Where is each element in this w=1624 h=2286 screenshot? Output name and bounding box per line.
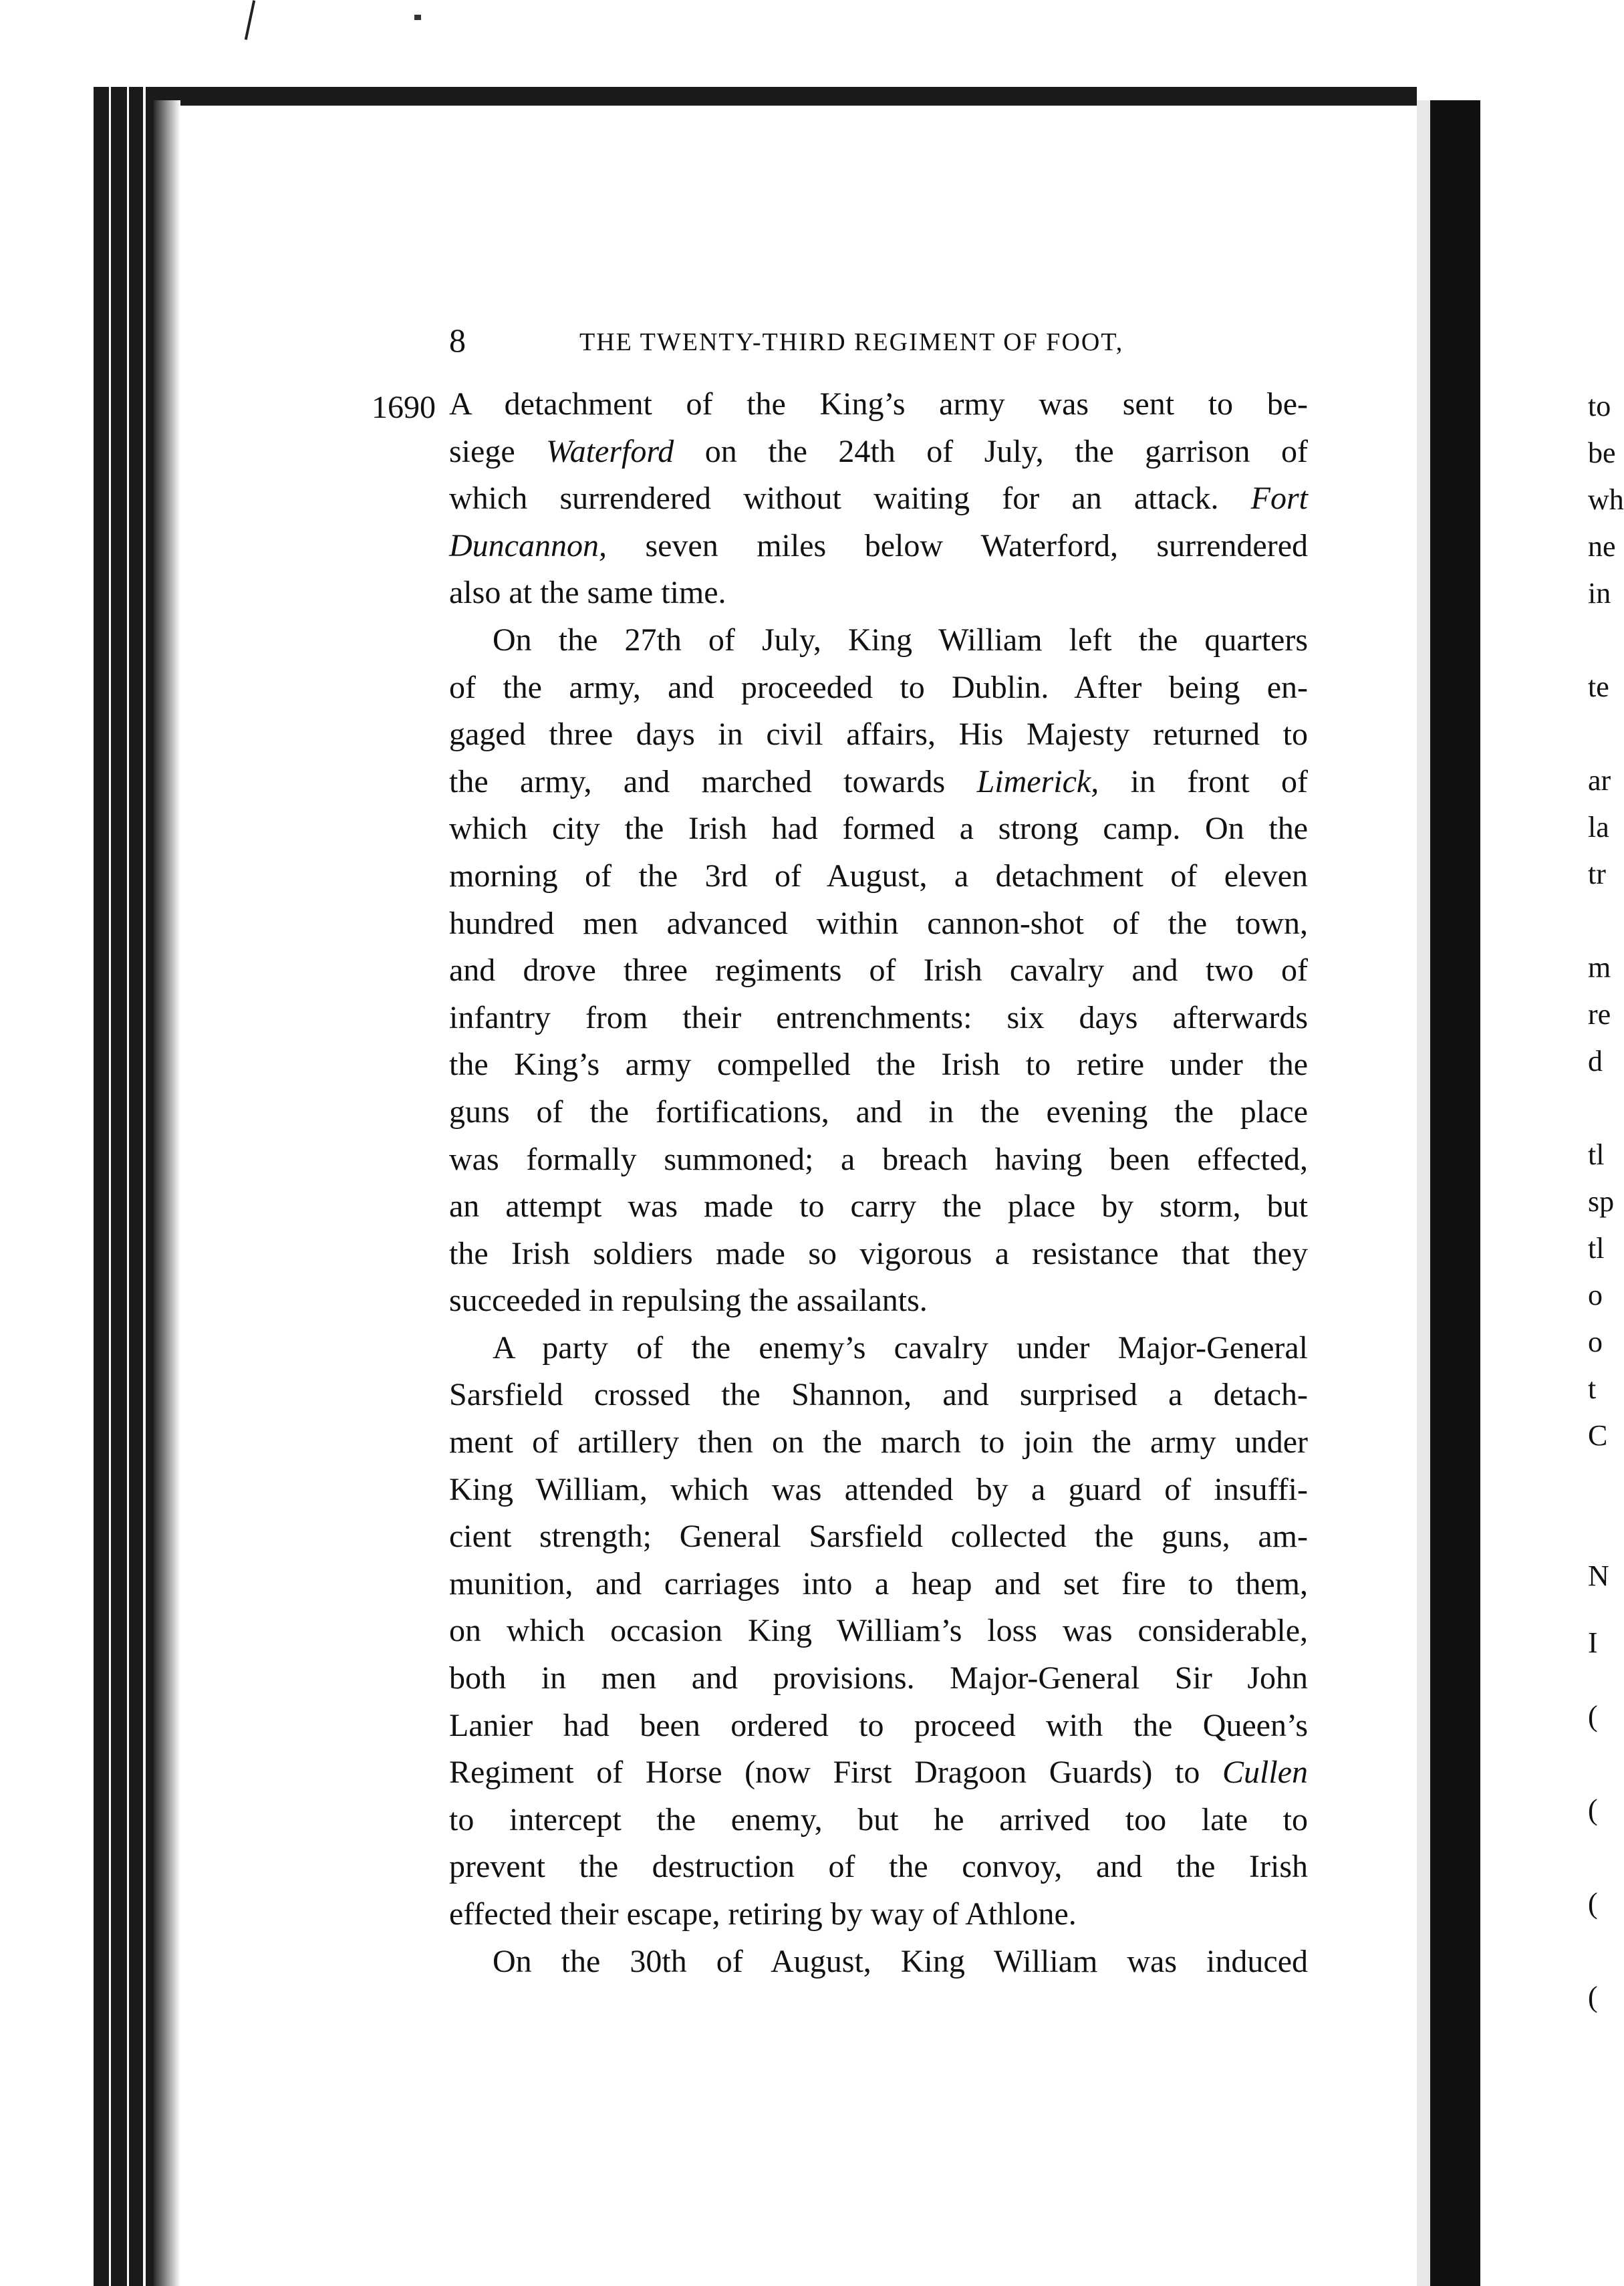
facing-page-fragment: ( — [1588, 1793, 1598, 1826]
text-line: an attempt was made to carry the place by storm, but — [449, 1188, 1308, 1225]
text-line: was formally summoned; a breach having been effected, — [449, 1141, 1308, 1177]
facing-page-fragment: la — [1588, 811, 1609, 844]
facing-page-fragment: C — [1588, 1419, 1608, 1452]
text-line: effected their escape, retiring by way of Athlone. — [449, 1896, 1077, 1932]
text-line: of the army, and proceeded to Dublin. After being en- — [449, 669, 1308, 705]
text-line: hundred men advanced within cannon-shot of the town, — [449, 905, 1308, 941]
paragraph — [449, 1938, 1308, 1986]
place-name: Limerick, — [976, 763, 1099, 799]
facing-page-fragment: ( — [1588, 1981, 1598, 2013]
text-line: Sarsfield crossed the Shannon, and surprised a detach- — [449, 1377, 1308, 1413]
facing-page-fragment: in — [1588, 577, 1611, 610]
facing-page-fragment: ( — [1588, 1887, 1598, 1920]
text-line: morning of the 3rd of August, a detachment of eleven — [449, 858, 1308, 894]
paragraph — [449, 1325, 1308, 1938]
text-line: munition, and carriages into a heap and set fire to them, — [449, 1565, 1308, 1602]
text-line: also at the same time. — [449, 575, 726, 611]
place-name: Duncannon, — [449, 527, 607, 563]
facing-page-fragment: tl — [1588, 1232, 1605, 1265]
paragraph — [449, 381, 1308, 617]
place-name: Waterford — [546, 433, 674, 469]
paragraph — [449, 617, 1308, 1325]
text-line: and drove three regiments of Irish cavalry and two of — [449, 952, 1308, 989]
margin-year: 1690 — [372, 390, 436, 425]
text-line: On the 27th of July, King William left the quarters — [493, 622, 1308, 658]
right-gutter-shadow — [1430, 100, 1480, 2286]
facing-page-fragment: sp — [1588, 1185, 1615, 1218]
facing-page-fragment: o — [1588, 1325, 1603, 1358]
text-line: King William, which was attended by a guard of insuffi- — [449, 1471, 1308, 1507]
facing-page-fragment: ar — [1588, 764, 1611, 797]
text-line: succeeded in repulsing the assailants. — [449, 1283, 928, 1319]
place-name: Cullen — [1222, 1755, 1308, 1791]
body-text — [449, 381, 1308, 1985]
text-line: ment of artillery then on the march to join the army under — [449, 1424, 1308, 1460]
page-edge-line — [109, 87, 111, 2286]
text-line: gaged three days in civil affairs, His Majesty returned to — [449, 717, 1308, 753]
text-line: Regiment of Horse (now First Dragoon Guards) to Cullen — [449, 1755, 1308, 1791]
page-header — [449, 321, 1305, 368]
text-line: on which occasion King William’s loss was considerable, — [449, 1613, 1308, 1649]
text-line: cient strength; General Sarsfield collected the guns, am- — [449, 1519, 1308, 1555]
running-head: THE TWENTY-THIRD REGIMENT OF FOOT, — [579, 328, 1124, 356]
text-line: guns of the fortifications, and in the evening the place — [449, 1094, 1308, 1130]
facing-page-fragment: N — [1588, 1559, 1609, 1592]
facing-page-fragment: d — [1588, 1045, 1603, 1077]
text-line: infantry from their entrenchments: six days afterwards — [449, 999, 1308, 1035]
text-line: On the 30th of August, King William was induced — [493, 1943, 1308, 1979]
facing-page-fragment: re — [1588, 998, 1611, 1031]
facing-page-fragment: wh — [1588, 483, 1624, 516]
text-line: the army, and marched towards Limerick, in front of — [449, 763, 1309, 799]
text-line: both in men and provisions. Major-General Sir John — [449, 1660, 1308, 1696]
facing-page-fragment: m — [1588, 951, 1611, 984]
scan-artifact — [414, 15, 421, 20]
text-line: A detachment of the King’s army was sent to be- — [449, 386, 1308, 422]
facing-page-fragment: be — [1588, 436, 1616, 469]
facing-page-fragment: t — [1588, 1372, 1597, 1405]
text-line: A party of the enemy’s cavalry under Major-General — [493, 1329, 1308, 1366]
facing-page-fragment: te — [1588, 670, 1609, 703]
text-line: which surrendered without waiting for an attack. Fort — [449, 481, 1308, 517]
facing-page-fragment: o — [1588, 1279, 1603, 1311]
text-line: which city the Irish had formed a strong camp. On the — [449, 811, 1308, 847]
page-edge-line — [127, 87, 129, 2286]
facing-page-fragment: I — [1588, 1626, 1598, 1659]
right-page-edge — [1417, 100, 1432, 2286]
page-number: 8 — [449, 322, 466, 359]
facing-page-fragment: ne — [1588, 530, 1616, 563]
text-line: the King’s army compelled the Irish to retire under the — [449, 1047, 1308, 1083]
page-top-edge-shadow — [160, 87, 1417, 106]
text-line: prevent the destruction of the convoy, and the Irish — [449, 1849, 1308, 1885]
facing-page-fragment: ( — [1588, 1700, 1598, 1733]
text-line: the Irish soldiers made so vigorous a resistance that they — [449, 1235, 1308, 1271]
text-line: Duncannon, seven miles below Waterford, surrendered — [449, 527, 1308, 563]
text-line: siege Waterford on the 24th of July, the garrison of — [449, 433, 1308, 469]
text-line: Lanier had been ordered to proceed with the Queen’s — [449, 1707, 1308, 1743]
gutter-shadow — [154, 100, 180, 2286]
text-line: to intercept the enemy, but he arrived too late to — [449, 1801, 1308, 1837]
page-edge-line — [143, 87, 146, 2286]
facing-page-fragment: to — [1588, 390, 1611, 422]
facing-page-fragment: tl — [1588, 1138, 1605, 1171]
place-name: Fort — [1250, 481, 1308, 517]
facing-page-fragment: tr — [1588, 858, 1606, 890]
